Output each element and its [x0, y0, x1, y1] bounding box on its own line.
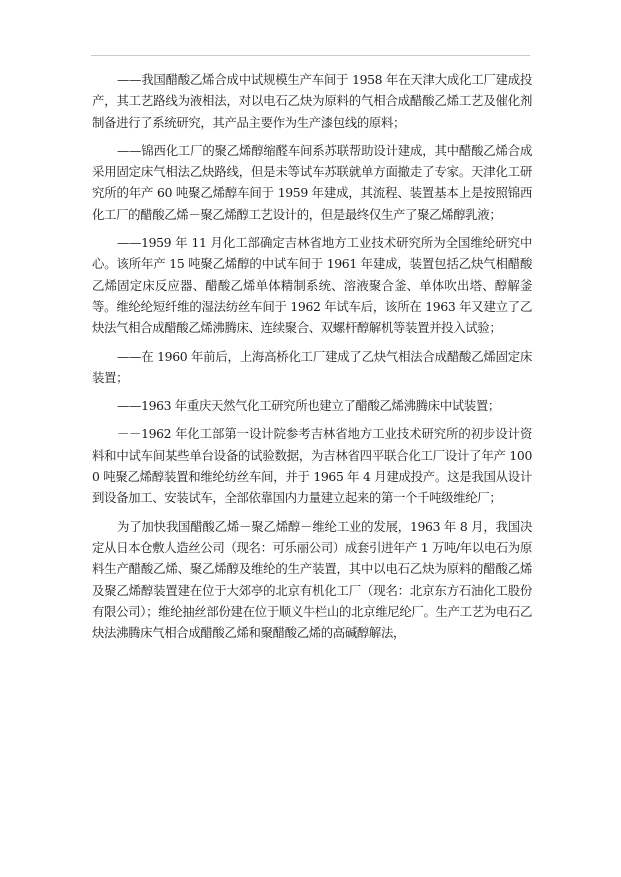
header-rule	[91, 55, 530, 56]
paragraph-jinxi-chemical: ——锦西化工厂的聚乙烯醇缩醛车间系苏联帮助设计建成，其中醋酸乙烯合成采用固定床气相法乙炔路线，但是未等试车苏联就单方面撤走了专家。天津化工研究所的年产 60 吨聚乙烯醇车间于 1959 年建成，其流程、装置基本上是按照锦西化工厂的醋酸乙烯－聚乙烯醇工艺设计的，但是最终仅生产了聚乙烯醇乳液；	[92, 142, 532, 222]
paragraph-japan-import: 为了加快我国醋酸乙烯－聚乙烯醇－维纶工业的发展，1963 年 8 月，我国决定从日本仓敷人造丝公司（现名：可乐丽公司）成套引进年产 1 万吨/年以电石为原料生产醋酸乙烯、聚乙烯醇及维纶的生产装置，其中以电石乙炔为原料的醋酸乙烯及聚乙烯醇装置建在位于大郊亭的北京有机化工厂（现名：北京东方石油化工股份有限公司）；维纶抽丝部份建在位于顺义牛栏山的北京维尼纶厂。生产工艺为电石乙炔法沸腾床气相合成醋酸乙烯和聚醋酸乙烯的高碱醇解法，	[92, 518, 532, 641]
paragraph-shanghai-gaoqiao: ——在 1960 年前后，上海高桥化工厂建成了乙炔气相法合成醋酸乙烯固定床装置；	[92, 348, 532, 385]
document-body	[92, 69, 532, 643]
paragraph-jilin-institute: ——1959 年 11 月化工部确定吉林省地方工业技术研究所为全国维纶研究中心。该所年产 15 吨聚乙烯醇的中试车间于 1961 年建成，装置包括乙炔气相醋酸乙烯固定床反应器、醋酸乙烯单体精制系统、溶液聚合釜、单体吹出塔、醇解釜等。维纶纶短纤维的湿法纺丝车间于 1962 年试车后，该所在 1963 年又建立了乙炔法气相合成醋酸乙烯沸腾床、连续聚合、双螺杆醇解机等装置并投入试验；	[92, 235, 532, 336]
paragraph-tianjin-dacheng: ——我国醋酸乙烯合成中试规模生产车间于 1958 年在天津大成化工厂建成投产，其工艺路线为液相法，对以电石乙炔为原料的气相合成醋酸乙烯工艺及催化剂制备进行了系统研究，其产品主要作为生产漆包线的原料；	[92, 72, 532, 130]
paragraph-chongqing-institute: ——1963 年重庆天然气化工研究所也建立了醋酸乙烯沸腾床中试装置；	[117, 398, 500, 414]
paragraph-first-design-institute: －－1962 年化工部第一设计院参考吉林省地方工业技术研究所的初步设计资料和中试车间某些单台设备的试验数据，为吉林省四平联合化工厂设计了年产 1000 吨聚乙烯醇装置和维纶纺丝车间，并于 1965 年 4 月建成投产。这是我国从设计到设备加工、安装试车，全部依靠国内力量建立起来的第一个千吨级维纶厂；	[92, 426, 532, 506]
